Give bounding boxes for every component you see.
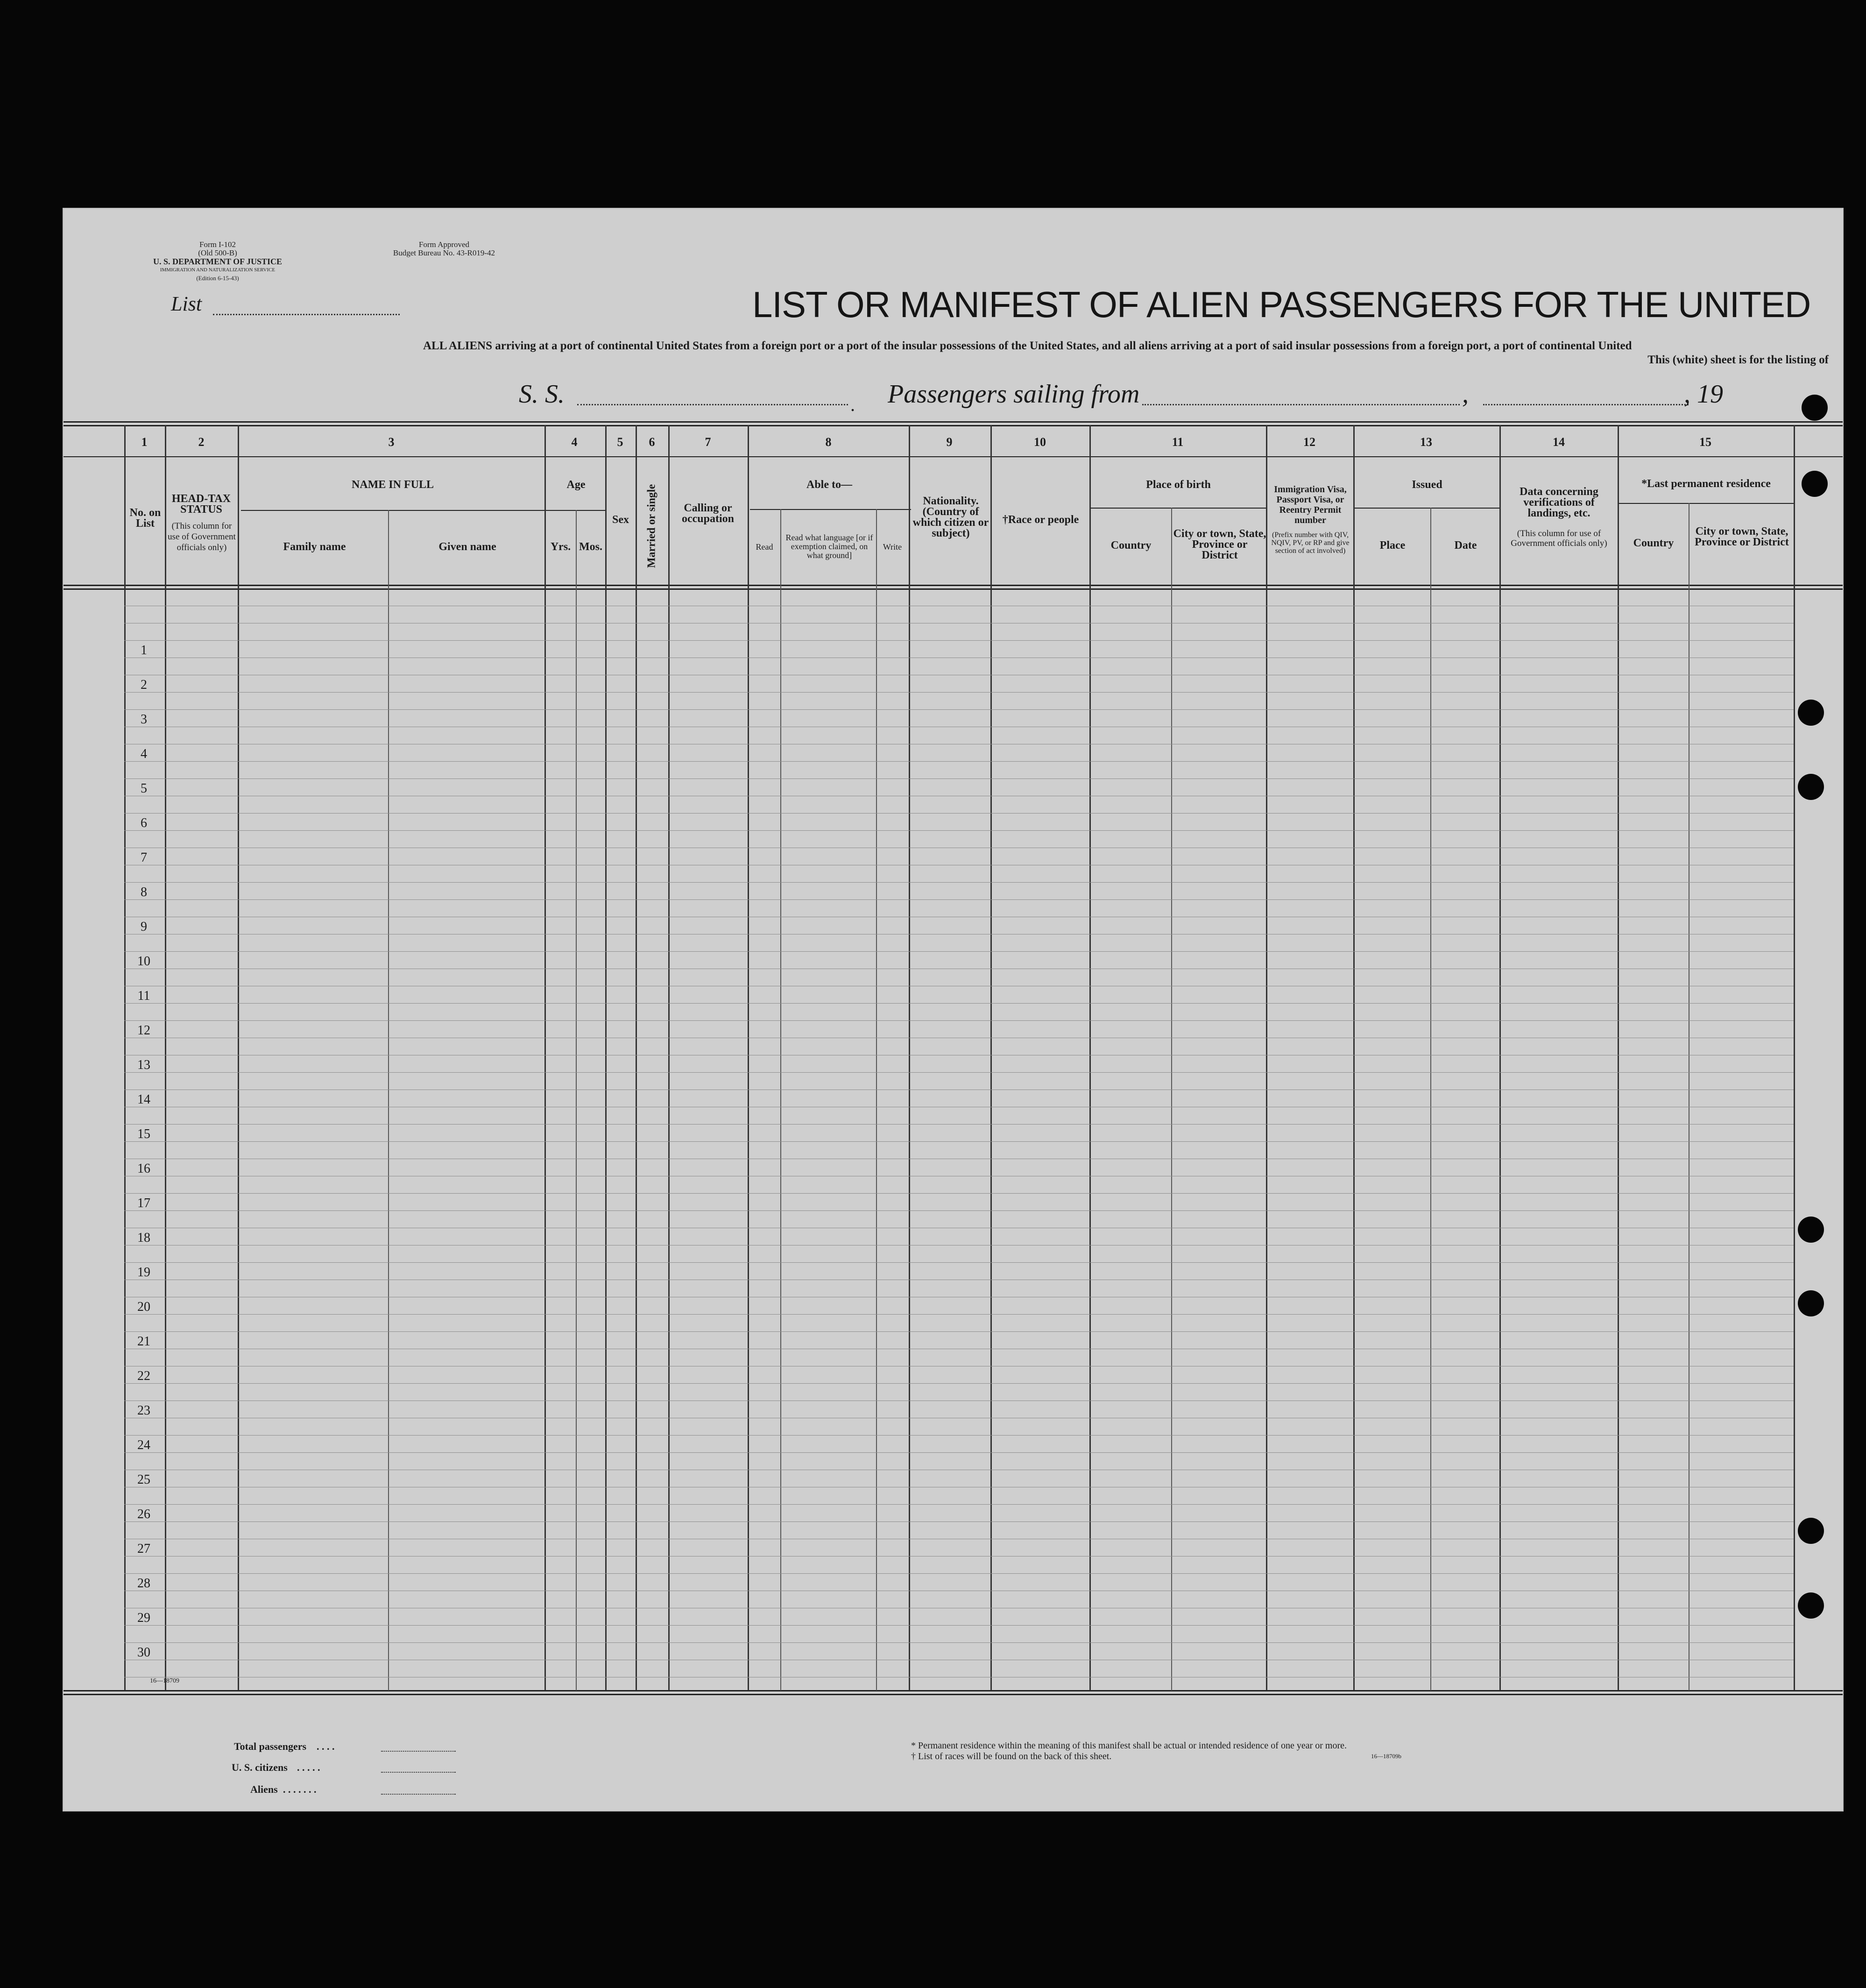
header-mos: Mos.	[579, 541, 602, 553]
header-nationality: Nationality. (Country of which citizen or subject)	[912, 495, 989, 539]
list-number-field[interactable]	[213, 314, 400, 315]
header-country: Country	[1110, 539, 1152, 552]
date-field[interactable]	[1483, 404, 1689, 405]
department: U. S. DEPARTMENT OF JUSTICE	[153, 257, 283, 266]
row-rule	[124, 830, 1794, 831]
row-rule	[124, 1124, 1794, 1125]
header-yrs: Yrs.	[550, 541, 571, 553]
row-number: 6	[141, 816, 147, 830]
row-number: 30	[137, 1645, 150, 1660]
header-visa: Immigration Visa, Passport Visa, or Reentry Permit number	[1274, 484, 1347, 525]
header-date: Date	[1454, 539, 1477, 552]
row-rule	[124, 1452, 1794, 1453]
row-rule	[124, 1210, 1794, 1211]
colnum-10: 10	[1034, 435, 1046, 449]
header-no-on-list: No. on List	[129, 507, 161, 530]
binder-hole	[1802, 471, 1828, 497]
comma: ,	[1462, 380, 1469, 409]
row-rule	[124, 1020, 1794, 1021]
header-name-in-full: NAME IN FULL	[351, 479, 434, 491]
header-head-tax: HEAD-TAX STATUS	[171, 493, 231, 516]
header-city2: City or town, State, Province or District	[1695, 525, 1789, 548]
colnum-3: 3	[388, 435, 395, 449]
row-rule	[124, 899, 1794, 900]
row-rule	[124, 1435, 1794, 1436]
binder-hole	[1802, 395, 1828, 421]
footnote-races: † List of races will be found on the back of this sheet.	[911, 1751, 1112, 1762]
row-rule	[124, 761, 1794, 762]
colnum-14: 14	[1553, 435, 1565, 449]
colnum-4: 4	[571, 435, 578, 449]
header-given-name: Given name	[438, 541, 496, 553]
row-number: 26	[137, 1507, 150, 1521]
service: IMMIGRATION AND NATURALIZATION SERVICE	[160, 267, 276, 273]
header-married: Married or single	[645, 484, 658, 568]
form-header	[138, 241, 297, 283]
row-number: 11	[137, 989, 150, 1003]
row-number: 25	[137, 1472, 150, 1487]
colnum-2: 2	[198, 435, 205, 449]
approval-block	[367, 241, 521, 257]
colnum-9: 9	[946, 435, 953, 449]
row-number: 3	[141, 712, 147, 727]
header-able-to: Able to—	[806, 479, 852, 491]
header-visa-note: (Prefix number with QIV, NQIV, PV, or RP and give section of act involved)	[1271, 531, 1350, 555]
row-number: 7	[141, 850, 147, 865]
row-rule	[124, 640, 1794, 641]
colnum-5: 5	[617, 435, 623, 449]
colnum-15: 15	[1699, 435, 1711, 449]
row-rule	[124, 1573, 1794, 1574]
row-rule	[124, 882, 1794, 883]
header-place: Place	[1379, 539, 1406, 552]
row-rule	[124, 1262, 1794, 1263]
row-rule	[124, 1141, 1794, 1142]
colnum-6: 6	[649, 435, 655, 449]
row-number: 14	[137, 1092, 150, 1107]
row-rule	[124, 778, 1794, 779]
row-number: 15	[137, 1127, 150, 1141]
binder-hole	[1798, 1518, 1824, 1544]
row-number: 20	[137, 1300, 150, 1314]
colnum-7: 7	[705, 435, 711, 449]
colnum-11: 11	[1172, 435, 1184, 449]
row-rule	[124, 1193, 1794, 1194]
header-write: Write	[883, 542, 902, 552]
header-sex: Sex	[612, 514, 629, 526]
header-read: Read	[756, 542, 773, 552]
row-number: 13	[137, 1058, 150, 1072]
row-number: 2	[141, 678, 147, 692]
header-head-tax-note: (This column for use of Government officials only)	[168, 521, 236, 552]
row-number: 8	[141, 885, 147, 899]
row-number: 28	[137, 1576, 150, 1591]
ship-name-field[interactable]	[577, 404, 848, 405]
us-citizens-field[interactable]	[381, 1772, 456, 1773]
row-number: 23	[137, 1403, 150, 1418]
row-number: 10	[137, 954, 150, 969]
footnote-residence: * Permanent residence within the meaning of this manifest shall be actual or intended residence of one year or more.	[911, 1740, 1347, 1751]
header-read-language: Read what language [or if exemption claimed, on what ground]	[785, 533, 873, 560]
row-number: 18	[137, 1231, 150, 1245]
row-number: 22	[137, 1369, 150, 1383]
print-code: 16—18709	[150, 1677, 179, 1684]
binder-hole	[1798, 700, 1824, 726]
binder-hole	[1798, 1592, 1824, 1619]
list-label: List	[171, 292, 202, 315]
old-form-number: (Old 500-B)	[198, 248, 237, 257]
total-passengers-field[interactable]	[381, 1751, 456, 1752]
row-rule	[124, 813, 1794, 814]
row-rule	[124, 1331, 1794, 1332]
row-number: 21	[137, 1334, 150, 1349]
colnum-1: 1	[141, 435, 148, 449]
header-country2: Country	[1633, 537, 1674, 549]
total-passengers-label: Total passengers	[234, 1740, 307, 1752]
sailing-label: Passengers sailing from	[888, 380, 1140, 409]
colnum-12: 12	[1303, 435, 1315, 449]
binder-hole	[1798, 1290, 1824, 1316]
header-age: Age	[566, 479, 586, 491]
manifest-sheet: Form I-102 (Old 500-B) U. S. DEPARTMENT OF JUSTICE IMMIGRATION AND NATURALIZATION SERVICE (Edition 6-15-43) Form Approved Budget Bureau No. 43-R019-42 List LIST OR MANIFEST OF ALIEN PASSENGERS FOR THE UNITED ALL ALIENS arriving at a port of continental United States from a foreign port or a port of the insular possessions of the United States, and all aliens arriving at a port of said insular possessions from a foreign port, a port of continental United This (white) sheet is for the listing of S. S. . Passengers sailing from , , 19 1 2 3 4 5 6 7 8 9 10 11 12 13 14 15 No. on List HEAD-TAX STATUS (This column for use of Government officials only) NAME IN FULL Family name Given name Age Yrs. Mos. Sex Married or single Calling or occupation Able to— Read Read what language [or if exemption claimed, on what ground] Write Nationality. (Country of which citizen or subject) †Race or people Place of birth Country City or town, State, Province or District Issued Immigration Visa, Passport Visa, or Reentry Permit number (Prefix number with QIV, NQIV, PV, or RP and give section of act involved) Place Date Data concerning verifications of landings, etc. (This column for use of Government officials only) *Last permanent residence Country City or town, State, Province or District 1 2 3 4 5 6 7 8 9 10 11 12 13 14 15 16 17 18 19 20 21 22 23 24 25 26 27 28 29 30 16—18709 Total passengers . . . . U. S. citizens . . . . . Aliens . . . . . . . * Permanent residence within the meaning of this manifest shall be actual or intended residence of one year or more. † List of races will be found on the back of this sheet. 16—18709b	[64, 209, 1843, 1811]
row-rule	[124, 692, 1794, 693]
header-race: †Race or people	[1002, 514, 1079, 526]
form-number: Form I-102	[199, 240, 236, 249]
row-number: 19	[137, 1265, 150, 1280]
row-rule	[124, 1314, 1794, 1315]
row-number: 5	[141, 781, 147, 796]
row-rule	[124, 1504, 1794, 1505]
row-rule	[124, 951, 1794, 952]
row-number: 17	[137, 1196, 150, 1210]
edition: (Edition 6-15-43)	[196, 275, 239, 282]
budget-bureau: Budget Bureau No. 43-R019-42	[393, 248, 495, 257]
row-rule	[124, 1642, 1794, 1643]
binder-hole	[1798, 774, 1824, 800]
header-family-name: Family name	[283, 541, 346, 553]
aliens-label: Aliens	[250, 1783, 278, 1795]
instructions-line2: This (white) sheet is for the listing of	[1647, 354, 1829, 366]
row-rule	[124, 1383, 1794, 1384]
binder-hole	[1798, 1217, 1824, 1243]
header-data-note: (This column for use of Government officials only)	[1511, 529, 1607, 548]
row-number: 16	[137, 1161, 150, 1176]
row-rule	[124, 1003, 1794, 1004]
instructions-line1: ALL ALIENS arriving at a port of continental United States from a foreign port or a port of the insular possessions of the United States, and all aliens arriving at a port of said insular possessions from a foreign port, a port of continental United	[423, 340, 1632, 352]
header-place-of-birth: Place of birth	[1146, 479, 1211, 491]
row-rule	[124, 1521, 1794, 1522]
colnum-8: 8	[825, 435, 832, 449]
colnum-13: 13	[1420, 435, 1432, 449]
row-number: 29	[137, 1611, 150, 1625]
header-last-residence: *Last permanent residence	[1641, 478, 1771, 490]
header-data-concerning: Data concerning verifications of landings, etc.	[1520, 486, 1598, 519]
row-rule	[124, 709, 1794, 710]
ss-label: S. S.	[519, 380, 565, 409]
page-title: LIST OR MANIFEST OF ALIEN PASSENGERS FOR THE UNITED	[752, 284, 1811, 325]
row-number: 9	[141, 920, 147, 934]
row-rule	[124, 1625, 1794, 1626]
form-approved: Form Approved	[418, 240, 470, 249]
row-number: 4	[141, 747, 147, 761]
port-field[interactable]	[1142, 404, 1460, 405]
header-city: City or town, State, Province or District	[1173, 528, 1266, 561]
aliens-field[interactable]	[381, 1794, 456, 1795]
us-citizens-label: U. S. citizens	[232, 1762, 288, 1773]
row-number: 12	[137, 1023, 150, 1038]
year-label: , 19	[1684, 380, 1723, 409]
row-number: 27	[137, 1542, 150, 1556]
header-issued: Issued	[1412, 479, 1442, 491]
row-number: 24	[137, 1438, 150, 1452]
row-rule	[124, 1072, 1794, 1073]
row-number: 1	[141, 643, 147, 658]
footer-code: 16—18709b	[1371, 1753, 1401, 1760]
header-calling: Calling or occupation	[681, 502, 734, 525]
